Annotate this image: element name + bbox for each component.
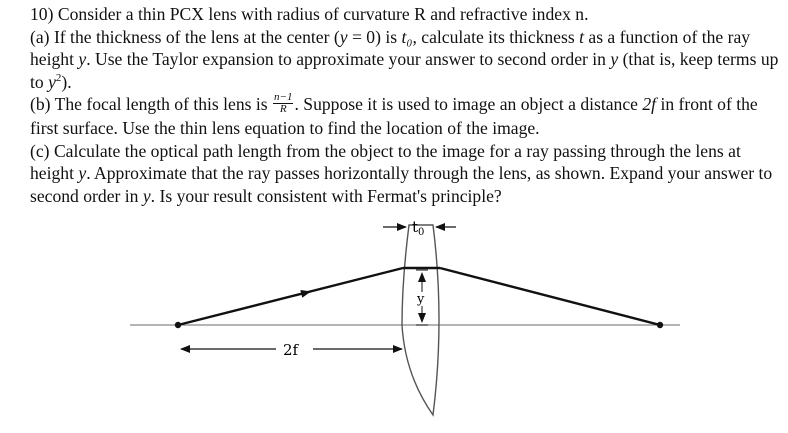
exponent: 2 — [55, 71, 62, 84]
part-b-label: (b) — [30, 94, 51, 114]
var-y: y — [78, 49, 87, 69]
var-y: y — [610, 49, 619, 69]
lens-pcx — [402, 225, 439, 415]
var-t0: t₀ — [401, 26, 413, 47]
part-c-label: (c) — [30, 140, 50, 161]
height-label: y — [417, 292, 425, 307]
part-c-text: . Is your result consistent with Fermat's principle? — [150, 185, 502, 206]
image-point — [657, 322, 663, 328]
distance-label: 2f — [283, 341, 299, 359]
var-y: y — [339, 26, 348, 47]
part-b-text: The focal length of this lens is — [54, 94, 273, 114]
part-a-text: ). — [61, 71, 72, 92]
part-c-text: Calculate the optical path length from the object to the image for a ray passing through the lens at height — [30, 140, 741, 184]
var-y: y — [48, 71, 56, 92]
var-2f: 2f — [642, 94, 657, 114]
part-a-label: (a) — [30, 26, 50, 47]
part-b-text: in front of the first surface. Use the thin lens equation to find the location of the image. — [30, 94, 758, 139]
part-c-text: . Approximate that the ray passes horizontally through the lens, as shown. Expand your answer to second order in — [30, 163, 773, 206]
part-a-text: (that is, keep terms up to — [30, 49, 779, 92]
fraction-numerator: n−1 — [274, 91, 293, 104]
part-a-text: as a function of the ray height — [30, 26, 751, 69]
part-a-text: . Use the Taylor expansion to approximate your answer to second order in — [86, 49, 611, 69]
ray-incoming — [178, 268, 403, 325]
part-a-text: If the thickness of the lens at the center ( — [53, 26, 340, 47]
problem-intro-text: Consider a thin PCX lens with radius of curvature R and refractive index n. — [57, 4, 589, 24]
part-a-text: = 0) is — [347, 26, 402, 47]
ray-outgoing — [440, 268, 660, 325]
var-y: y — [142, 185, 151, 206]
object-point — [175, 322, 181, 328]
problem-number: 10) — [30, 4, 54, 24]
fraction-denominator: R — [279, 103, 287, 116]
part-b-text: . Suppose it is used to image an object a distance — [294, 94, 643, 114]
var-y: y — [78, 163, 87, 184]
thickness-label: $t_0$ — [412, 218, 425, 238]
var-t: t — [579, 26, 584, 47]
part-a-text: , calculate its thickness — [412, 26, 580, 47]
